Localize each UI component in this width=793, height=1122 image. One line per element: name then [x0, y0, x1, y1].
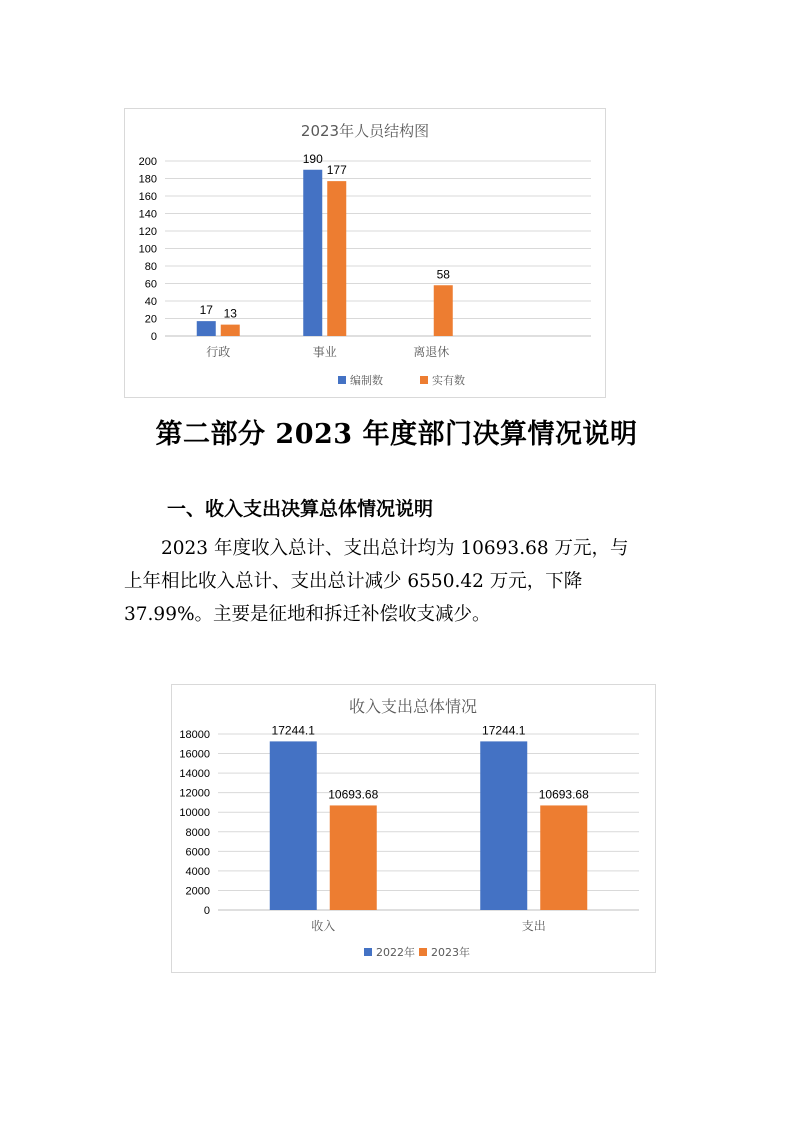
x-tick-label: 离退休 — [413, 345, 450, 359]
y-tick-label: 40 — [144, 296, 157, 308]
y-tick-label: 80 — [144, 261, 157, 273]
data-label: 10693.68 — [538, 787, 589, 802]
y-tick-label: 10000 — [179, 807, 210, 820]
y-tick-label: 160 — [138, 191, 157, 203]
staff-structure-chart-svg — [125, 109, 605, 397]
bar — [480, 741, 527, 910]
y-tick-label: 0 — [150, 331, 157, 343]
summary-paragraph — [124, 532, 684, 631]
bar — [197, 321, 216, 336]
y-tick-label: 6000 — [185, 846, 210, 859]
x-tick-label: 事业 — [312, 345, 337, 359]
legend-swatch — [420, 376, 428, 384]
data-label: 10693.68 — [328, 787, 379, 802]
y-tick-label: 180 — [138, 173, 157, 186]
legend-swatch — [419, 948, 427, 956]
legend-label: 2023年 — [431, 946, 470, 959]
bar — [221, 325, 240, 336]
y-tick-label: 200 — [138, 156, 157, 168]
bar — [270, 741, 317, 910]
x-tick-label: 行政 — [206, 345, 231, 359]
y-tick-label: 14000 — [179, 768, 210, 781]
data-label: 190 — [302, 151, 323, 166]
staff-structure-chart — [124, 108, 606, 398]
y-tick-label: 4000 — [185, 865, 210, 878]
y-tick-label: 12000 — [179, 787, 210, 800]
y-tick-label: 2000 — [185, 885, 210, 898]
data-label: 17244.1 — [271, 723, 315, 738]
bar — [327, 181, 346, 336]
data-label: 177 — [326, 163, 347, 178]
chart-title: 2023年人员结构图 — [300, 122, 430, 140]
y-tick-label: 120 — [138, 226, 157, 238]
income-expense-chart-svg — [172, 685, 655, 972]
legend-label: 编制数 — [350, 374, 383, 387]
legend-label: 2022年 — [376, 946, 415, 959]
paragraph-line: 37.99%。主要是征地和拆迁补偿收支减少。 — [124, 604, 491, 625]
bar — [540, 805, 587, 910]
paragraph-line: 上年相比收入总计、支出总计减少 6550.42 万元，下降 — [124, 571, 583, 592]
y-tick-label: 18000 — [179, 729, 210, 741]
y-tick-label: 0 — [203, 905, 210, 917]
data-label: 58 — [436, 267, 450, 282]
y-tick-label: 20 — [144, 313, 157, 326]
y-tick-label: 140 — [138, 208, 157, 221]
y-tick-label: 8000 — [185, 826, 210, 839]
legend-swatch — [364, 948, 372, 956]
legend-swatch — [338, 376, 346, 384]
chart-title: 收入支出总体情况 — [348, 697, 478, 716]
bar — [434, 285, 453, 336]
bar — [330, 805, 377, 910]
y-tick-label: 16000 — [179, 748, 210, 761]
x-tick-label: 收入 — [311, 919, 336, 933]
data-label: 17244.1 — [482, 723, 526, 738]
paragraph-line: 2023 年度收入总计、支出总计均为 10693.68 万元，与 — [161, 538, 629, 559]
bar — [303, 170, 322, 336]
income-expense-chart — [171, 684, 656, 973]
y-tick-label: 100 — [138, 243, 157, 256]
data-label: 13 — [223, 306, 237, 321]
sub-heading: 一、收入支出决算总体情况说明 — [167, 498, 434, 520]
section-title: 第二部分 2023 年度部门决算情况说明 — [155, 419, 638, 450]
x-tick-label: 支出 — [521, 919, 546, 933]
y-tick-label: 60 — [144, 278, 157, 291]
data-label: 17 — [199, 303, 213, 318]
legend-label: 实有数 — [432, 374, 465, 387]
